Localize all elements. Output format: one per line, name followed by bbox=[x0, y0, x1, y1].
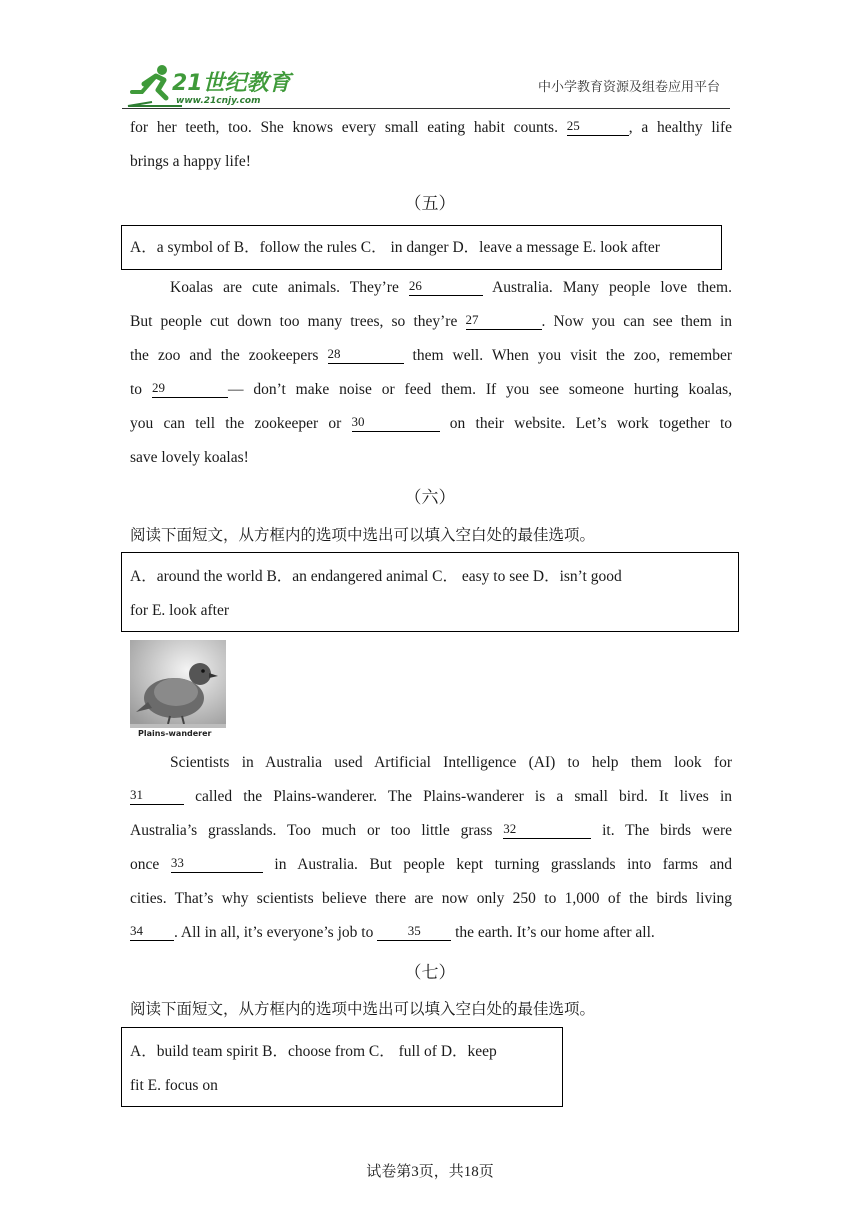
passage-text: it. The birds were bbox=[602, 822, 732, 839]
passage-line bbox=[130, 115, 732, 141]
instruction-text: 阅读下面短文，从方框内的选项中选出可以填入空白处的最佳选项。 bbox=[130, 1001, 596, 1018]
passage-text: on their website. Let’s work together to bbox=[449, 415, 733, 432]
blank-34: 34 bbox=[130, 923, 174, 941]
passage-text: Australia’s grasslands. Too much or too little grass bbox=[130, 822, 493, 839]
passage-text: Scientists in Australia used Artificial Intelligence (AI) to help them look for bbox=[170, 754, 732, 771]
site-logo bbox=[122, 62, 322, 108]
passage-text: brings a happy life! bbox=[130, 153, 251, 170]
passage-text: cities. That’s why scientists believe there are now only 250 to 1,000 of the birds living bbox=[130, 890, 732, 907]
instruction-text: 阅读下面短文，从方框内的选项中选出可以填入空白处的最佳选项。 bbox=[130, 527, 596, 544]
image-caption: Plains-wanderer bbox=[138, 729, 212, 738]
options-text: fit E. focus on bbox=[130, 1077, 218, 1094]
blank-27: 27 bbox=[466, 312, 542, 330]
passage-line bbox=[130, 309, 732, 335]
passage-text: them well. When you visit the zoo, remember bbox=[412, 347, 732, 364]
blank-28: 28 bbox=[328, 346, 404, 364]
passage-text: . Now you can see them in bbox=[541, 313, 733, 330]
passage-text: , a healthy life bbox=[628, 119, 732, 136]
page-header bbox=[122, 62, 730, 110]
passage-text: in Australia. But people kept turning grasslands into farms and bbox=[274, 856, 733, 873]
section-heading-5: （五） bbox=[404, 194, 456, 213]
section-heading-7: （七） bbox=[404, 963, 456, 982]
passage-text: . All in all, it’s everyone’s job to bbox=[174, 924, 374, 941]
passage-text: But people cut down too many trees, so they’re bbox=[130, 313, 458, 330]
options-box-6 bbox=[121, 552, 739, 632]
options-box-7 bbox=[121, 1027, 563, 1107]
passage-line bbox=[130, 750, 732, 776]
passage-line bbox=[130, 886, 732, 912]
blank-31: 31 bbox=[130, 787, 184, 805]
options-text: A．around the world B．an endangered animal C． easy to see D．isn’t good bbox=[130, 568, 622, 585]
options-text: A．a symbol of B．follow the rules C． in danger D．leave a message E. look after bbox=[130, 239, 660, 256]
blank-25: 25 bbox=[567, 118, 629, 136]
section-heading-6: （六） bbox=[404, 488, 456, 507]
passage-text: — don’t make noise or feed them. If you see someone hurting koalas, bbox=[227, 381, 732, 398]
page-number: 试卷第3页，共18页 bbox=[366, 1164, 494, 1180]
plains-wanderer-image bbox=[130, 640, 226, 738]
passage-line bbox=[130, 275, 732, 301]
blank-26: 26 bbox=[409, 278, 483, 296]
passage-line bbox=[130, 818, 732, 844]
blank-29: 29 bbox=[152, 380, 228, 398]
passage-text: called the Plains-wanderer. The Plains-wanderer is a small bird. It lives in bbox=[195, 788, 733, 805]
passage-text: the earth. It’s our home after all. bbox=[455, 924, 655, 941]
passage-text: for her teeth, too. She knows every small eating habit counts. bbox=[130, 119, 558, 136]
blank-30: 30 bbox=[352, 414, 440, 432]
options-box-5 bbox=[121, 225, 722, 270]
passage-line bbox=[130, 343, 732, 369]
blank-33: 33 bbox=[171, 855, 263, 873]
passage-text: to bbox=[130, 381, 143, 398]
passage-text: save lovely koalas! bbox=[130, 449, 249, 466]
logo-text: 21世纪教育 bbox=[172, 71, 291, 96]
passage-text: once bbox=[130, 856, 160, 873]
platform-name: 中小学教育资源及组卷应用平台 bbox=[537, 79, 720, 94]
options-text: A．build team spirit B．choose from C． full of D．keep bbox=[130, 1043, 497, 1060]
passage-text: Australia. Many people love them. bbox=[492, 279, 732, 296]
logo-url: www.21cnjy.com bbox=[176, 96, 261, 106]
passage-text: Koalas are cute animals. They’re bbox=[170, 279, 399, 296]
passage-text: the zoo and the zookeepers bbox=[130, 347, 319, 364]
header-divider bbox=[122, 108, 730, 109]
blank-35: 35 bbox=[377, 923, 451, 941]
passage-line bbox=[130, 852, 732, 878]
passage-line bbox=[130, 411, 732, 437]
passage-line bbox=[130, 445, 732, 471]
options-text: for E. look after bbox=[130, 602, 229, 619]
blank-32: 32 bbox=[503, 821, 591, 839]
passage-line bbox=[130, 784, 732, 810]
passage-line bbox=[130, 920, 732, 946]
passage-line bbox=[130, 149, 732, 175]
passage-text: you can tell the zookeeper or bbox=[130, 415, 342, 432]
passage-line bbox=[130, 377, 732, 403]
